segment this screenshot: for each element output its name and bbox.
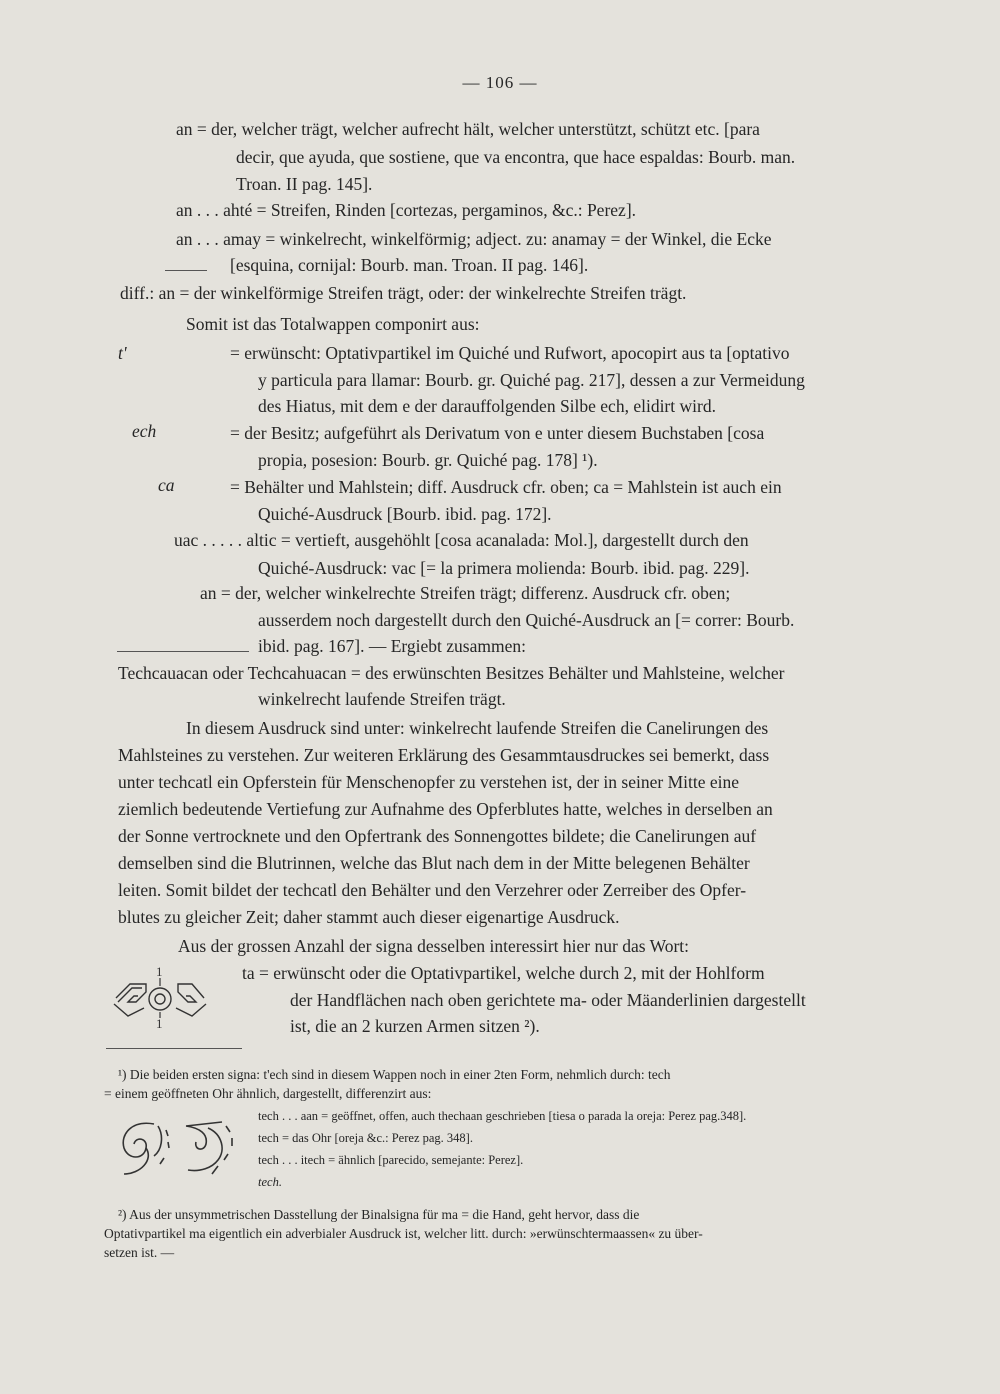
footnote-line: tech. (258, 1175, 282, 1189)
text-line: In diesem Ausdruck sind unter: winkelrecht laufende Streifen die Canelirungen des (186, 718, 769, 738)
footnote-line: Optativpartikel ma eigentlich ein adverbialer Ausdruck ist, welcher litt. durch: »erwünschtermaassen« zu über- (104, 1226, 703, 1241)
text-line: = Behälter und Mahlstein; diff. Ausdruck cfr. oben; ca = Mahlstein ist auch ein (230, 477, 782, 497)
text-line: des Hiatus, mit dem e der darauffolgenden Silbe ech, elidirt wird. (258, 396, 716, 416)
text-line: an = der, welcher trägt, welcher aufrecht hält, welcher unterstützt, schützt etc. [para (176, 119, 760, 139)
text-line: y particula para llamar: Bourb. gr. Quiché pag. 217], dessen a zur Vermeidung (258, 370, 805, 390)
text-line: Troan. II pag. 145]. (236, 174, 373, 194)
text-line: ist, die an 2 kurzen Armen sitzen ²). (290, 1016, 540, 1036)
text-line: leiten. Somit bildet der techcatl den Behälter und den Verzehrer oder Zerreiber des Opfer- (118, 880, 747, 900)
text-line: Mahlsteines zu verstehen. Zur weiteren Erklärung des Gesammtausdruckes sei bemerkt, dass (118, 745, 770, 765)
text-line: blutes zu gleicher Zeit; daher stammt auch dieser eigenartige Ausdruck. (118, 907, 620, 927)
text-line: der Handflächen nach oben gerichtete ma- oder Mäanderlinien dargestellt (290, 990, 806, 1010)
text-line: Somit ist das Totalwappen componirt aus: (186, 314, 480, 334)
text-line: diff.: an = der winkelförmige Streifen trägt, oder: der winkelrechte Streifen trägt. (120, 283, 687, 303)
footnote-line: tech = das Ohr [oreja &c.: Perez pag. 348]. (258, 1131, 473, 1145)
text-line: an . . . ahté = Streifen, Rinden [cortezas, pergaminos, &c.: Perez]. (176, 200, 637, 220)
text-line: unter techcatl ein Opferstein für Menschenopfer zu verstehen ist, der in seiner Mitte eine (118, 772, 740, 792)
text-line: uac . . . . . altic = vertieft, ausgehöhlt [cosa acanalada: Mol.], dargestellt durch den (174, 530, 749, 550)
footnote-line: tech . . . aan = geöffnet, offen, auch thechaan geschrieben [tiesa o parada la oreja: Perez pag.348]. (258, 1109, 747, 1123)
sign-numeral-bottom: 1 (156, 1016, 163, 1028)
short-rule (117, 651, 249, 652)
ear-spiral-sign-open-icon (178, 1116, 244, 1187)
text-line: Techcauacan oder Techcahuacan = des erwünschten Besitzes Behälter und Mahlsteine, welcher (118, 663, 785, 683)
footnote-line: = einem geöffneten Ohr ähnlich, dargestellt, differenzirt aus: (104, 1086, 432, 1101)
ear-spiral-sign-icon (114, 1116, 180, 1187)
text-line: der Sonne vertrocknete und den Opfertrank des Sonnengottes bildete; die Canelirungen auf (118, 826, 757, 846)
text-line: ta = erwünscht oder die Optativpartikel, welche durch 2, mit der Hohlform (242, 963, 765, 983)
footnote-line: ²) Aus der unsymmetrischen Dasstellung der Binalsigna für ma = die Hand, geht hervor, dass die (118, 1207, 640, 1222)
text-line: an . . . amay = winkelrecht, winkelförmig; adject. zu: anamay = der Winkel, die Ecke (176, 229, 772, 249)
term-label: t' (118, 343, 127, 363)
footnote-rule (106, 1048, 242, 1049)
text-line: ausserdem noch dargestellt durch den Quiché-Ausdruck an [= correr: Bourb. (258, 610, 795, 630)
text-line: ibid. pag. 167]. — Ergiebt zusammen: (258, 636, 526, 656)
text-line: = der Besitz; aufgeführt als Derivatum von e unter diesem Buchstaben [cosa (230, 423, 765, 443)
text-line: = erwünscht: Optativpartikel im Quiché und Rufwort, apocopirt aus ta [optativo (230, 343, 790, 363)
text-line: winkelrecht laufende Streifen trägt. (258, 689, 506, 709)
footnote-line: setzen ist. — (104, 1245, 175, 1260)
page-number: — 106 — (462, 73, 538, 92)
sign-numeral-top: 1 (156, 964, 163, 979)
text-line: propia, posesion: Bourb. gr. Quiché pag. 178] ¹). (258, 450, 598, 470)
short-rule (165, 270, 207, 271)
text-line: ziemlich bedeutende Vertiefung zur Aufnahme des Opferblutes hatte, welches in derselben an (118, 799, 773, 819)
text-line: demselben sind die Blutrinnen, welche das Blut nach dem in der Mitte belegenen Behälter (118, 853, 750, 873)
text-line: an = der, welcher winkelrechte Streifen trägt; differenz. Ausdruck cfr. oben; (200, 583, 731, 603)
text-line: Quiché-Ausdruck: vac [= la primera molienda: Bourb. ibid. pag. 229]. (258, 558, 750, 578)
term-label: ca (158, 475, 175, 495)
text-line: decir, que ayuda, que sostiene, que va encontra, que hace espaldas: Bourb. man. (236, 147, 796, 167)
text-line: Aus der grossen Anzahl der signa desselben interessirt hier nur das Wort: (178, 936, 689, 956)
footnote-line: ¹) Die beiden ersten signa: t'ech sind in diesem Wappen noch in einer 2ten Form, nehmlich durch: tech (118, 1067, 671, 1082)
footnote-line: tech . . . itech = ähnlich [parecido, semejante: Perez]. (258, 1153, 524, 1167)
term-label: ech (132, 421, 157, 441)
meander-hands-sign-icon (108, 958, 220, 1033)
text-line: Quiché-Ausdruck [Bourb. ibid. pag. 172]. (258, 504, 552, 524)
text-line: [esquina, cornijal: Bourb. man. Troan. II pag. 146]. (230, 255, 589, 275)
